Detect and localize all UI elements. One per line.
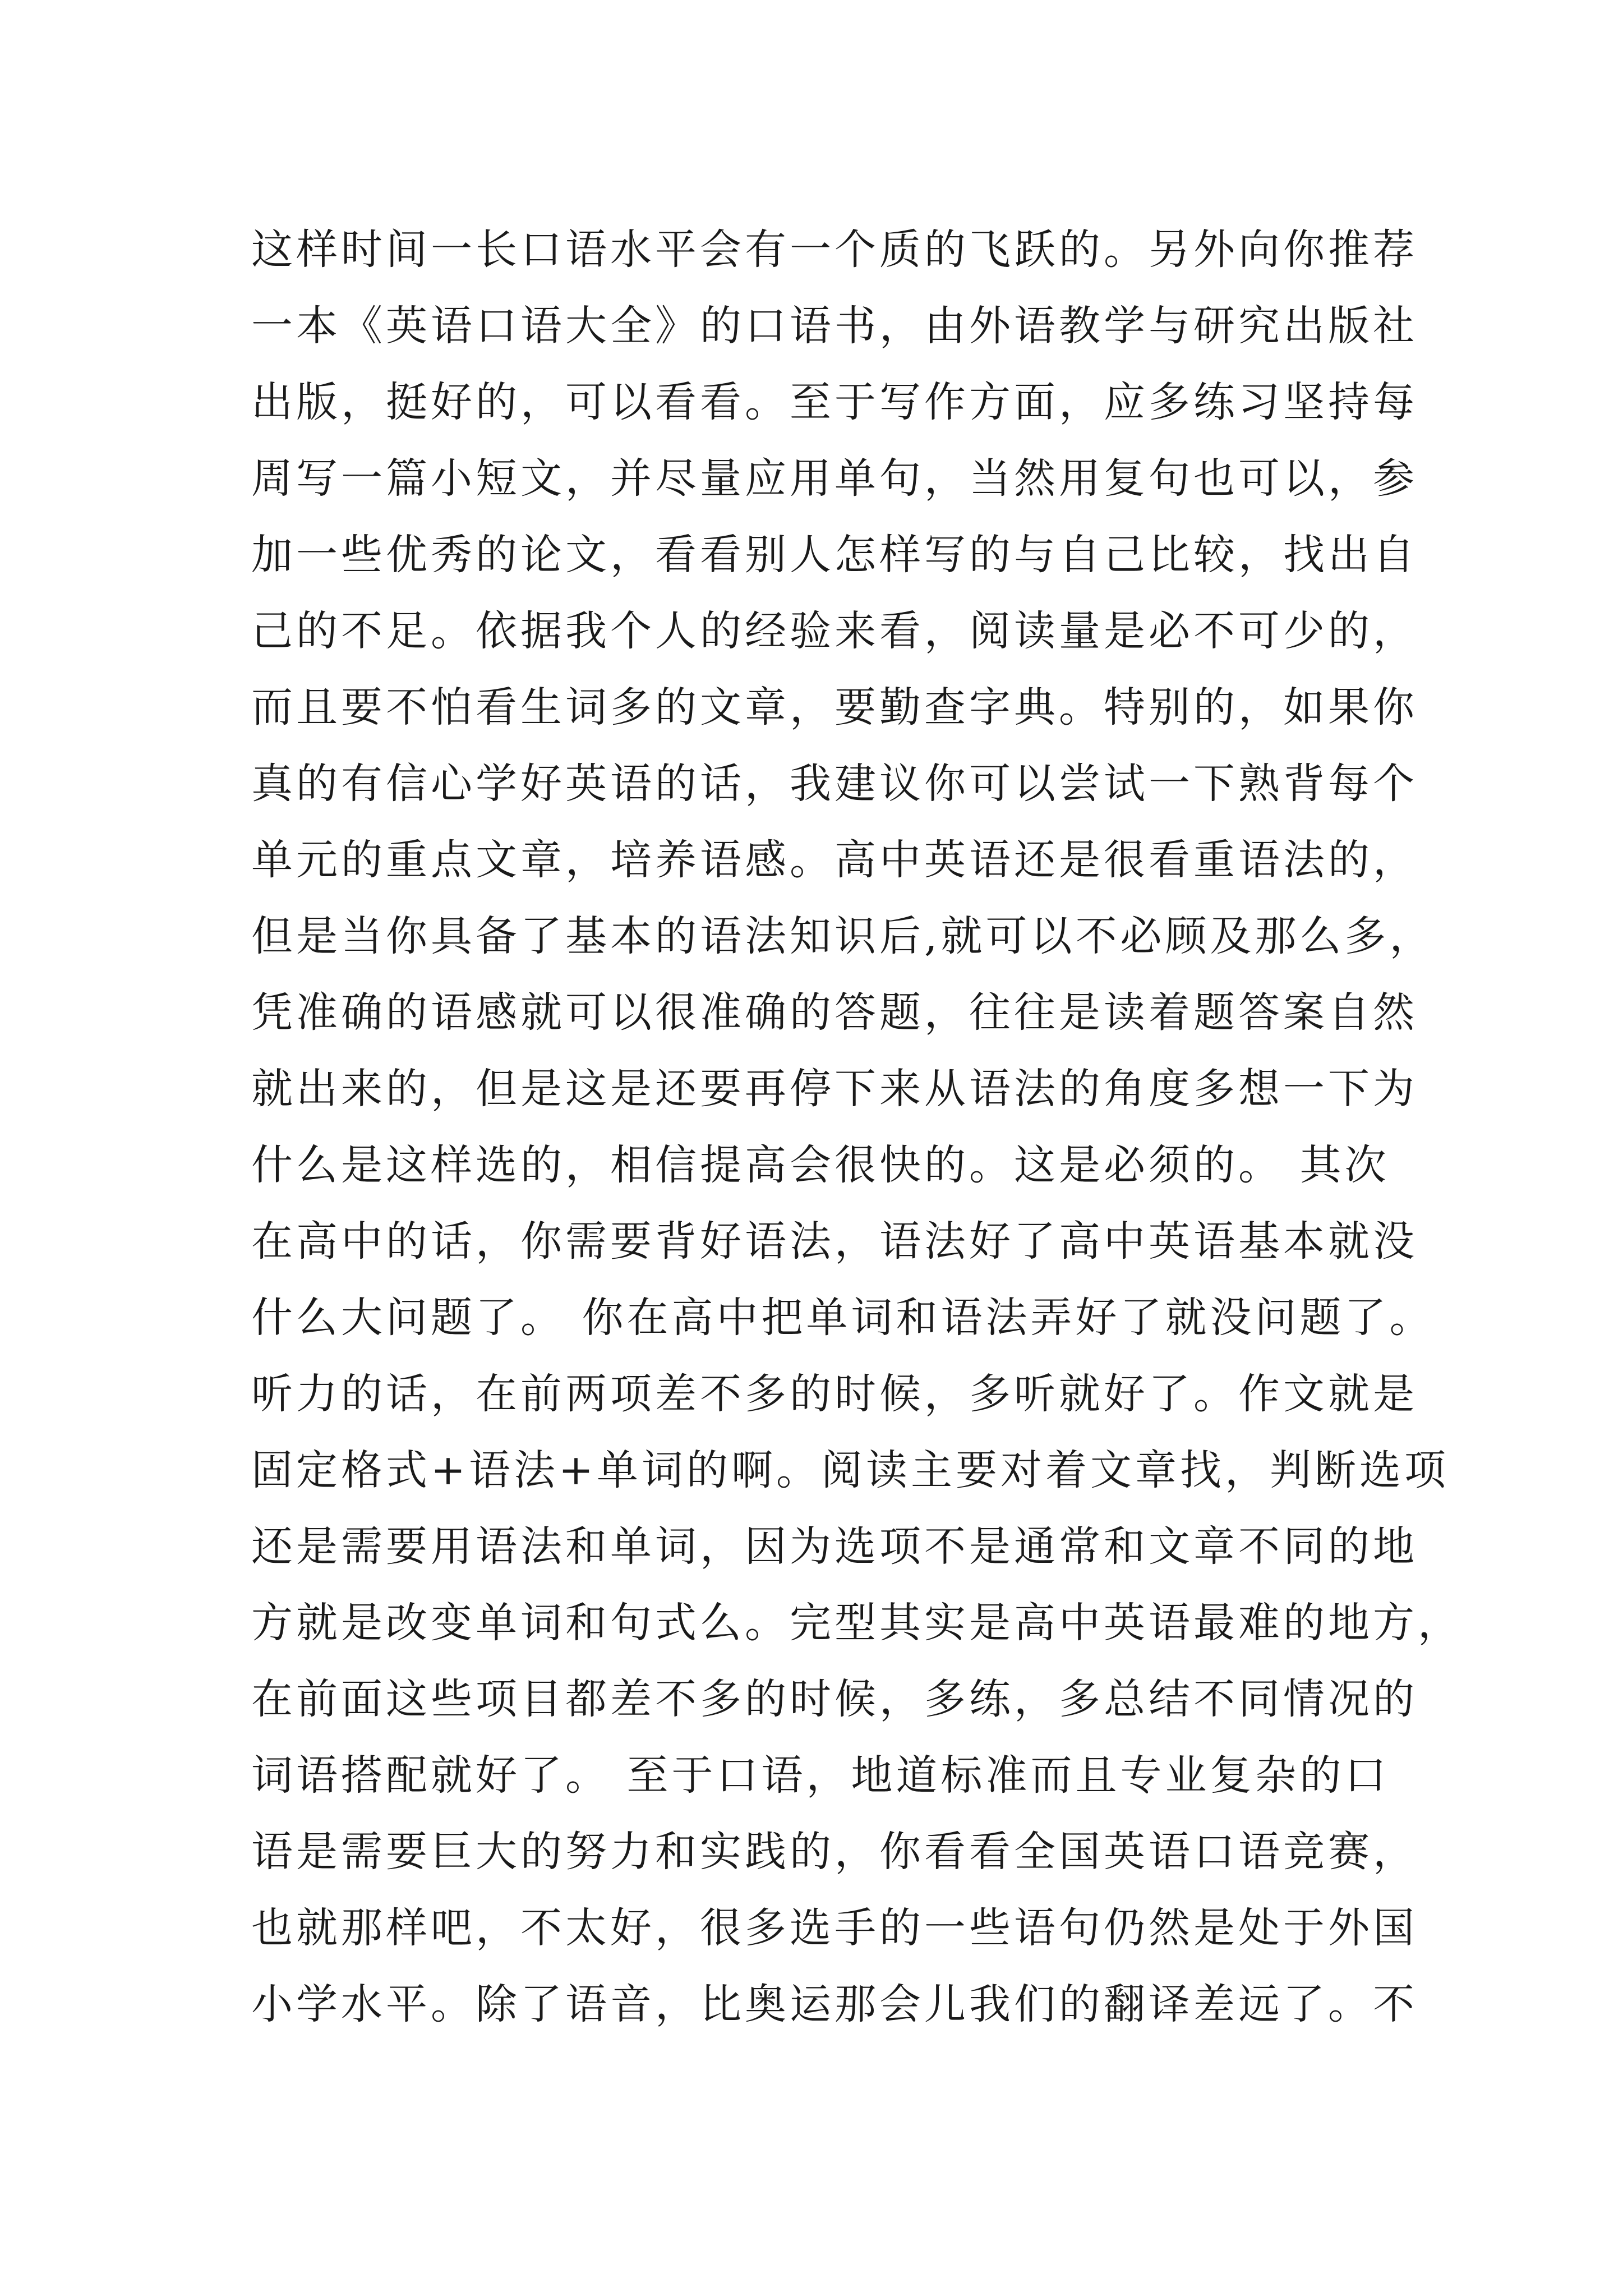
text-line: 己的不足。依据我个人的经验来看，阅读量是必不可少的， bbox=[251, 607, 1418, 655]
text-line: 单元的重点文章，培养语感。高中英语还是很看重语法的， bbox=[251, 836, 1418, 884]
text-line: 出版，挺好的，可以看看。至于写作方面，应多练习坚持每 bbox=[251, 378, 1418, 426]
text-line: 在前面这些项目都差不多的时候，多练，多总结不同情况的 bbox=[251, 1675, 1418, 1723]
text-line: 真的有信心学好英语的话，我建议你可以尝试一下熟背每个 bbox=[251, 760, 1418, 808]
text-line: 加一些优秀的论文，看看别人怎样写的与自己比较，找出自 bbox=[251, 531, 1418, 579]
text-line: 周写一篇小短文，并尽量应用单句，当然用复句也可以，参 bbox=[251, 454, 1418, 503]
text-line: 而且要不怕看生词多的文章，要勤查字典。特别的，如果你 bbox=[251, 683, 1418, 731]
text-line: 固定格式+语法+单词的啊。阅读主要对着文章找，判断选项 bbox=[251, 1446, 1450, 1494]
text-line: 就出来的，但是这是还要再停下来从语法的角度多想一下为 bbox=[251, 1065, 1418, 1113]
text-line: 听力的话，在前两项差不多的时候，多听就好了。作文就是 bbox=[251, 1370, 1418, 1418]
text-line: 在高中的话，你需要背好语法，语法好了高中英语基本就没 bbox=[251, 1217, 1418, 1266]
text-line: 一本《英语口语大全》的口语书，由外语教学与研究出版社 bbox=[251, 302, 1418, 350]
text-line: 什么是这样选的，相信提高会很快的。这是必须的。 其次 bbox=[251, 1141, 1390, 1189]
text-line: 语是需要巨大的努力和实践的，你看看全国英语口语竞赛， bbox=[251, 1828, 1418, 1876]
text-line: 方就是改变单词和句式么。完型其实是高中英语最难的地方， bbox=[251, 1599, 1463, 1647]
text-line: 凭准确的语感就可以很准确的答题，往往是读着题答案自然 bbox=[251, 988, 1418, 1037]
text-line: 但是当你具备了基本的语法知识后,就可以不必顾及那么多， bbox=[251, 912, 1435, 960]
text-line: 小学水平。除了语音，比奥运那会儿我们的翻译差远了。不 bbox=[251, 1980, 1418, 2028]
text-line: 什么大问题了。 你在高中把单词和语法弄好了就没问题了。 bbox=[251, 1294, 1435, 1342]
text-line: 也就那样吧，不太好，很多选手的一些语句仍然是处于外国 bbox=[251, 1904, 1418, 1952]
text-line: 还是需要用语法和单词，因为选项不是通常和文章不同的地 bbox=[251, 1522, 1418, 1571]
text-line: 这样时间一长口语水平会有一个质的飞跃的。另外向你推荐 bbox=[251, 226, 1418, 274]
text-line: 词语搭配就好了。 至于口语，地道标准而且专业复杂的口 bbox=[251, 1751, 1390, 1800]
